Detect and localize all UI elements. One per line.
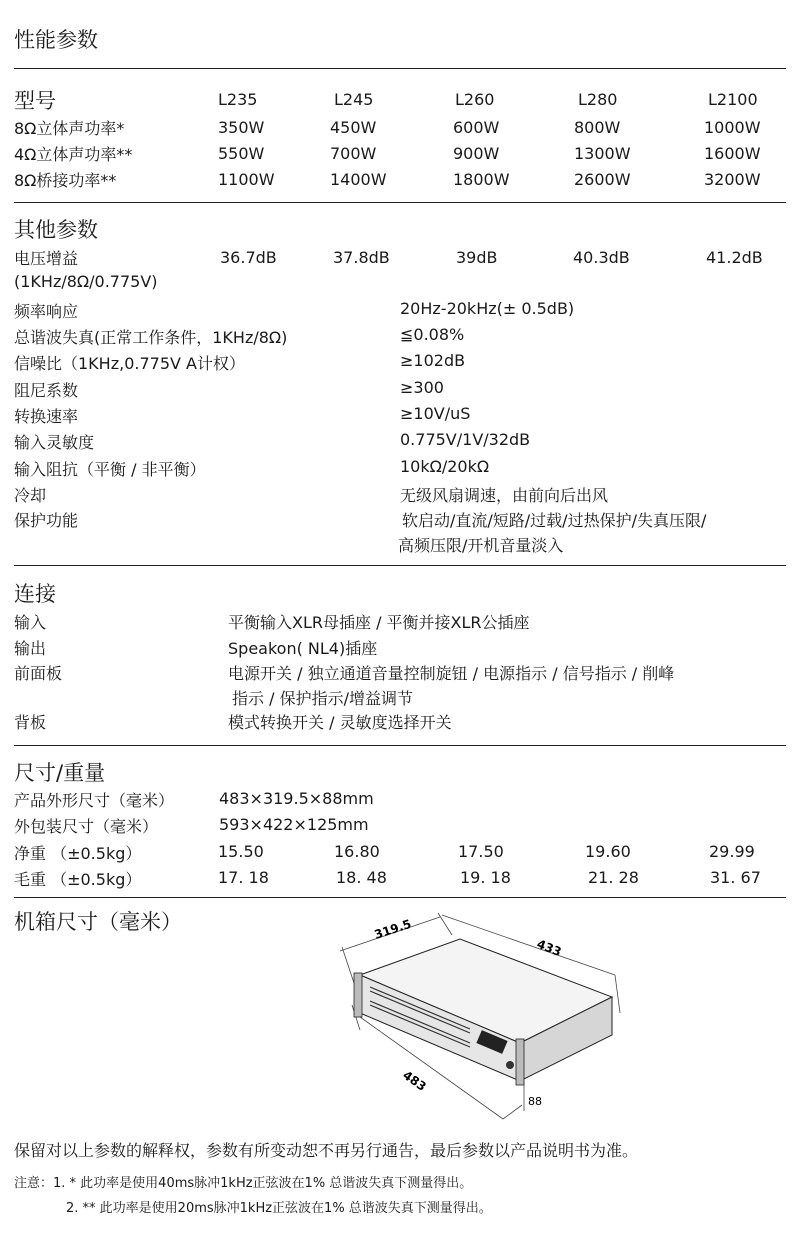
conn-value: 平衡输入XLR母插座 / 平衡并接XLR公插座 (228, 613, 530, 632)
table-cell: 1800W (453, 170, 510, 189)
chassis-diagram (330, 905, 660, 1130)
footnote-1: 注意：1. * 此功率是使用40ms脉冲1kHz正弦波在1% 总谐波失真下测量得出。 (14, 1176, 473, 1191)
spec-label: 输入阻抗（平衡 / 非平衡） (14, 460, 206, 479)
table-cell: 40.3dB (573, 248, 630, 267)
table-cell: 18. 48 (336, 868, 387, 887)
section-heading: 尺寸/重量 (14, 761, 106, 785)
conn-label: 前面板 (14, 664, 63, 683)
table-cell: 450W (330, 118, 377, 137)
table-cell: 1600W (704, 144, 761, 163)
conn-value: 模式转换开关 / 灵敏度选择开关 (228, 713, 452, 732)
conn-value: Speakon( NL4)插座 (228, 639, 378, 658)
table-cell: 550W (218, 144, 265, 163)
spec-value: ≥102dB (400, 351, 466, 370)
table-cell: 31. 67 (710, 868, 761, 887)
spec-value: ≦0.08% (400, 325, 465, 344)
spec-label: 信噪比（1KHz,0.775V A计权） (14, 354, 245, 373)
table-cell: 700W (330, 144, 377, 163)
page-title: 性能参数 (14, 28, 98, 52)
table-cell: 1300W (574, 144, 631, 163)
dim-value: 593×422×125mm (219, 815, 369, 834)
table-cell: 1400W (330, 170, 387, 189)
row-label: 4Ω立体声功率** (14, 145, 133, 164)
spec-label: 输入灵敏度 (14, 433, 95, 452)
spec-label: 保护功能 (14, 511, 79, 530)
spec-label: 阻尼系数 (14, 381, 79, 400)
model-name: L2100 (708, 90, 758, 109)
spec-label: 转换速率 (14, 407, 79, 426)
table-cell: 41.2dB (706, 248, 763, 267)
rack-ear-left (354, 973, 362, 1017)
section-heading: 机箱尺寸（毫米） (14, 910, 182, 934)
spec-label: 频率响应 (14, 302, 79, 321)
table-cell: 16.80 (334, 842, 380, 861)
section-heading: 连接 (14, 582, 56, 606)
row-label: 8Ω桥接功率** (14, 171, 117, 190)
table-cell: 36.7dB (220, 248, 277, 267)
model-name: L260 (455, 90, 495, 109)
table-cell: 1100W (218, 170, 275, 189)
dim-width-label: 483 (400, 1067, 429, 1094)
divider (14, 565, 786, 566)
row-label: 8Ω立体声功率* (14, 119, 125, 138)
table-cell: 29.99 (709, 842, 755, 861)
spec-value: 0.775V/1V/32dB (400, 430, 531, 449)
dim-label: 产品外形尺寸（毫米） (14, 791, 175, 810)
conn-label: 输入 (14, 613, 47, 632)
dim-label: 外包装尺寸（毫米） (14, 817, 159, 836)
dim-depth-label: 319.5 (372, 916, 414, 942)
gain-condition: (1KHz/8Ω/0.775V) (14, 272, 158, 291)
table-cell: 37.8dB (333, 248, 390, 267)
divider (14, 745, 786, 746)
conn-label: 输出 (14, 639, 47, 658)
conn-value: 电源开关 / 独立通道音量控制旋钮 / 电源指示 / 信号指示 / 削峰 (228, 664, 675, 683)
table-cell: 1000W (704, 118, 761, 137)
spec-value: 软启动/直流/短路/过载/过热保护/失真压限/ (402, 511, 707, 530)
section-heading: 其他参数 (14, 218, 98, 242)
conn-value-continued: 指示 / 保护指示/增益调节 (232, 689, 413, 708)
conn-label: 背板 (14, 713, 47, 732)
dim-height-label: 88 (528, 1095, 542, 1108)
model-label: 型号 (14, 89, 56, 113)
table-cell: 21. 28 (588, 868, 639, 887)
divider (14, 68, 786, 69)
table-cell: 15.50 (218, 842, 264, 861)
spec-label: 冷却 (14, 486, 47, 505)
model-name: L245 (334, 90, 374, 109)
spec-value: 无级风扇调速，由前向后出风 (400, 486, 609, 505)
spec-value: 20Hz-20kHz(± 0.5dB) (400, 299, 575, 318)
divider (14, 897, 786, 898)
rack-ear-right (516, 1039, 524, 1085)
table-cell: 3200W (704, 170, 761, 189)
dim-length-label: 433 (534, 936, 564, 960)
table-cell: 17. 18 (218, 868, 269, 887)
table-cell: 19.60 (585, 842, 631, 861)
spec-value: ≥10V/uS (400, 404, 471, 423)
weight-label: 净重 （±0.5kg） (14, 844, 142, 863)
table-cell: 350W (218, 118, 265, 137)
dim-value: 483×319.5×88mm (219, 789, 374, 808)
weight-label: 毛重 （±0.5kg） (14, 870, 142, 889)
power-knob (506, 1061, 514, 1069)
table-cell: 600W (453, 118, 500, 137)
divider (14, 202, 786, 203)
table-cell: 900W (453, 144, 500, 163)
model-name: L235 (218, 90, 258, 109)
gain-label: 电压增益 (14, 249, 79, 268)
table-cell: 800W (574, 118, 621, 137)
spec-value: ≥300 (400, 378, 444, 397)
table-cell: 39dB (456, 248, 498, 267)
model-name: L280 (578, 90, 618, 109)
disclaimer: 保留对以上参数的解释权，参数有所变动恕不再另行通告，最后参数以产品说明书为准。 (14, 1141, 639, 1160)
table-cell: 2600W (574, 170, 631, 189)
footnote-2: 2. ** 此功率是使用20ms脉冲1kHz正弦波在1% 总谐波失真下测量得出。 (66, 1201, 492, 1216)
table-cell: 17.50 (458, 842, 504, 861)
spec-label: 总谐波失真(正常工作条件，1KHz/8Ω) (14, 328, 288, 347)
spec-value-continued: 高频压限/开机音量淡入 (398, 536, 564, 555)
table-cell: 19. 18 (460, 868, 511, 887)
spec-value: 10kΩ/20kΩ (400, 457, 490, 476)
